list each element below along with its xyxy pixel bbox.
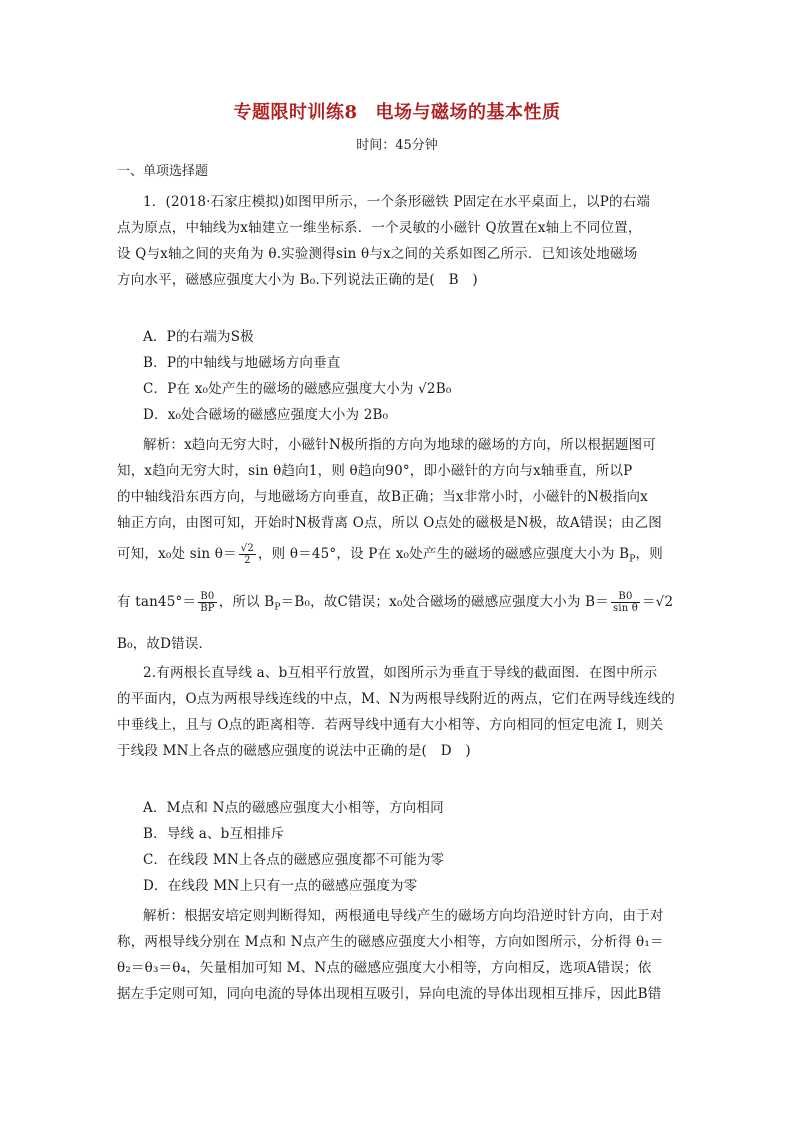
q2-line-1: 2.有两根长直导线 a、b互相平行放置，如图所示为垂直于导线的截面图．在图中所示 (143, 665, 658, 681)
q2-option-b: B．导线 a、b互相排斥 (143, 826, 285, 842)
q1-option-b: B．P的中轴线与地磁场方向垂直 (143, 355, 341, 371)
q1-option-d: D．x₀处合磁场的磁感应强度大小为 2B₀ (143, 407, 389, 423)
fraction-sqrt2-over-2: $\frac{√2}{2}$ (240, 543, 254, 566)
q1-line-3: 设 Q与x轴之间的夹角为 θ.实验测得sin θ与x之间的关系如图乙所示．已知该处地磁场 (117, 246, 638, 262)
q2-option-c: C．在线段 MN上各点的磁感应强度都不可能为零 (143, 852, 445, 868)
time-label: 时间：45分钟 (356, 138, 438, 153)
q1-line-2: 点为原点，中轴线为x轴建立一维坐标系．一个灵敏的小磁针 Q放置在x轴上不同位置， (117, 220, 642, 236)
fraction-b0-over-bp: $\frac{B0}{BP}$ (200, 591, 215, 614)
section-heading: 一、单项选择题 (117, 164, 209, 179)
q2-option-d: D．在线段 MN上只有一点的磁感应强度为零 (143, 878, 418, 894)
q2-line-4: 于线段 MN上各点的磁感应强度的说法中正确的是( D ) (117, 743, 471, 759)
q2-analysis-4: 据左手定则可知，同向电流的导体出现相互吸引，异向电流的导体出现相互排斥，因此B错 (117, 986, 662, 1002)
q1-analysis-6: 有 tan45°＝ $\frac{B0}{BP}$ ，所以 $B_P=B_0$，故C错误；x₀处合磁场的磁感应强度大小为 B＝ $\frac{B0}{\text{sin θ}}$ ＝√2 (117, 591, 674, 614)
q1-option-c: C．P在 x₀处产生的磁场的磁感应强度大小为 √2B₀ (143, 381, 452, 397)
q1-analysis-4: 轴正方向，由图可知，开始时N极背离 O点，所以 O点处的磁极是N极，故A错误；由乙图 (117, 515, 662, 531)
q2-analysis-3: θ₂＝θ₃＝θ₄，矢量相加可知 M、N点的磁感应强度大小相等，方向相反，选项A错误；依 (117, 960, 652, 976)
q2-line-3: 中垂线上，且与 O点的距离相等．若两导线中通有大小相等、方向相同的恒定电流 I，则关 (117, 717, 664, 733)
q1-line-4: 方向水平，磁感应强度大小为 B₀.下列说法正确的是( B ) (117, 272, 478, 288)
q2-analysis-2: 称，两根导线分别在 M点和 N点产生的磁感应强度大小相等，方向如图所示，分析得 θ₁＝ (117, 934, 664, 950)
page-title (0, 98, 794, 124)
q1-analysis-5: 可知，x₀处 sin θ＝ $\frac{√2}{2}$ ，则 θ＝45°，设 P在 x₀处产生的磁场的磁感应强度大小为 $B_P$，则 (117, 543, 663, 566)
q1-analysis-2: 知，x趋向无穷大时，sin θ趋向1，则 θ趋向90°，即小磁针的方向与x轴垂直，所以P (117, 463, 633, 479)
q2-analysis-1: 解析：根据安培定则判断得知，两根通电导线产生的磁场方向均沿逆时针方向，由于对 (143, 908, 664, 924)
q1-line-1: 1．(2018·石家庄模拟)如图甲所示，一个条形磁铁 P固定在水平桌面上，以P的右端 (143, 194, 651, 210)
fraction-b0-over-sin: $\frac{B0}{\text{sin θ}}$ (612, 591, 638, 614)
title-part1: 专题限时训练8 (233, 102, 358, 123)
title-part2: 电场与磁场的基本性质 (375, 102, 561, 123)
q1-analysis-3: 的中轴线沿东西方向，与地磁场方向垂直，故B正确；当x非常小时，小磁针的N极指向x (117, 489, 648, 505)
q1-analysis-1: 解析：x趋向无穷大时，小磁针N极所指的方向为地球的磁场的方向，所以根据题图可 (143, 437, 657, 453)
q2-line-2: 的平面内，O点为两根导线连线的中点，M、N为两根导线附近的两点，它们在两导线连线的 (117, 691, 675, 707)
q1-analysis-7: B₀，故D错误． (117, 636, 213, 652)
q2-option-a: A．M点和 N点的磁感应强度大小相等，方向相同 (143, 800, 444, 816)
q1-option-a: A．P的右端为S极 (143, 329, 254, 345)
